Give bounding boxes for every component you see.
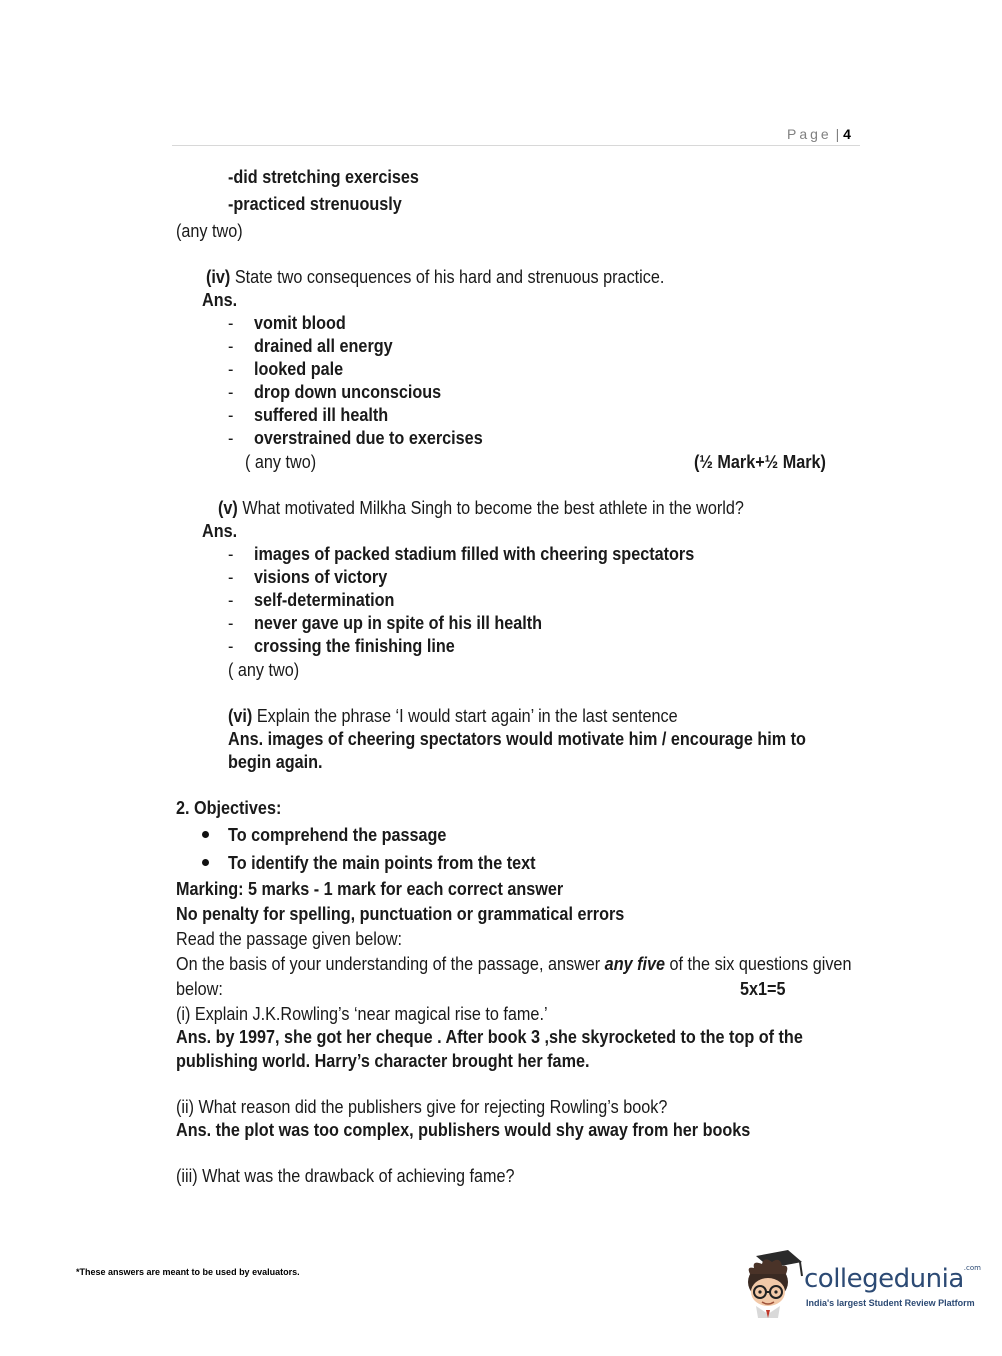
list-item: suffered ill health: [254, 405, 389, 425]
logo-name: collegedunia$^{.com}$: [804, 1264, 981, 1294]
instruction-line: On the basis of your understanding of the passage, answer any five of the six questions given: [176, 954, 852, 974]
question-iv: (iv) State two consequences of his hard and strenuous practice.: [206, 267, 665, 287]
question-i: (i) Explain J.K.Rowling’s ‘near magical rise to fame.’: [176, 1004, 548, 1024]
marking-line: Marking: 5 marks - 1 mark for each correct answer: [176, 879, 564, 899]
list-item: -: [228, 359, 234, 379]
instruction-line2: below:: [176, 979, 223, 999]
logo-tagline: India's largest Student Review Platform: [806, 1298, 975, 1308]
list-item: -: [228, 567, 234, 587]
list-item: drained all energy: [254, 336, 393, 356]
list-item: looked pale: [254, 359, 344, 379]
objective-item: To comprehend the passage: [228, 825, 447, 845]
answer-vi-line2: begin again.: [228, 752, 323, 772]
list-item: crossing the finishing line: [254, 636, 455, 656]
mascot-icon: [742, 1248, 804, 1318]
list-item: -: [228, 590, 234, 610]
bullet-icon: [202, 831, 209, 838]
list-item: self-determination: [254, 590, 395, 610]
page-number: 4: [843, 126, 851, 142]
header-rule: [172, 145, 860, 146]
bullet-icon: [202, 859, 209, 866]
list-item: drop down unconscious: [254, 382, 442, 402]
any-two-note: (any two): [176, 221, 243, 241]
list-item: -: [228, 613, 234, 633]
question-v: (v) What motivated Milkha Singh to become the best athlete in the world?: [218, 498, 744, 518]
list-item: -: [228, 544, 234, 564]
question-ii: (ii) What reason did the publishers give for rejecting Rowling’s book?: [176, 1097, 668, 1117]
list-item: -: [228, 405, 234, 425]
question-iii: (iii) What was the drawback of achieving fame?: [176, 1166, 515, 1186]
score: 5x1=5: [740, 979, 786, 999]
list-item: -: [228, 382, 234, 402]
marks-note: (½ Mark+½ Mark): [694, 452, 826, 472]
list-item: -practiced strenuously: [228, 194, 402, 214]
ans-label: Ans.: [202, 521, 238, 541]
list-item: -: [228, 313, 234, 333]
list-item: overstrained due to exercises: [254, 428, 483, 448]
list-item: -: [228, 636, 234, 656]
answer-ii: Ans. the plot was too complex, publishers would shy away from her books: [176, 1120, 751, 1140]
any-two-note: ( any two): [228, 660, 300, 680]
answer-vi-line1: Ans. images of cheering spectators would motivate him / encourage him to: [228, 729, 806, 749]
objective-item: To identify the main points from the text: [228, 853, 536, 873]
ans-label: Ans.: [202, 290, 238, 310]
footer-note: *These answers are meant to be used by evaluators.: [76, 1267, 300, 1277]
read-line: Read the passage given below:: [176, 929, 403, 949]
list-item: images of packed stadium filled with cheering spectators: [254, 544, 695, 564]
list-item: never gave up in spite of his ill health: [254, 613, 543, 633]
list-item: -: [228, 428, 234, 448]
page-header: Page | 4: [787, 126, 851, 142]
logo: [742, 1248, 981, 1320]
answer-i-line2: publishing world. Harry’s character brought her fame.: [176, 1051, 590, 1071]
page-label: Page: [787, 126, 832, 142]
any-two-note: ( any two): [245, 452, 317, 472]
section-heading: 2. Objectives:: [176, 798, 282, 818]
list-item: visions of victory: [254, 567, 388, 587]
list-item: -did stretching exercises: [228, 167, 419, 187]
question-vi: (vi) Explain the phrase ‘I would start again’ in the last sentence: [228, 706, 678, 726]
penalty-line: No penalty for spelling, punctuation or grammatical errors: [176, 904, 625, 924]
answer-i-line1: Ans. by 1997, she got her cheque . After book 3 ,she skyrocketed to the top of the: [176, 1027, 803, 1047]
list-item: vomit blood: [254, 313, 346, 333]
list-item: -: [228, 336, 234, 356]
